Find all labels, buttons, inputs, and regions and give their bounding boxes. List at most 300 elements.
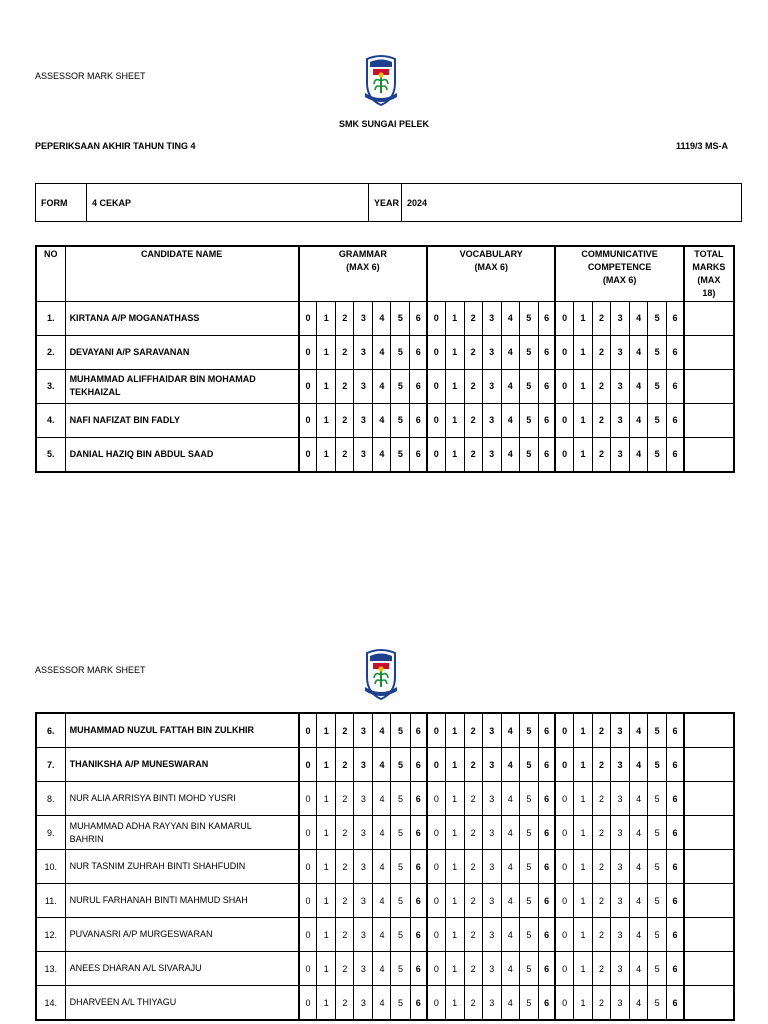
total-marks-cell[interactable] <box>684 816 734 850</box>
communicative-score-option[interactable]: 3 <box>611 918 630 952</box>
communicative-score-option[interactable]: 2 <box>593 369 611 403</box>
vocabulary-score-option[interactable]: 0 <box>427 748 445 782</box>
grammar-score-option[interactable]: 2 <box>336 713 354 748</box>
grammar-score-option[interactable]: 3 <box>354 335 373 369</box>
vocabulary-score-option[interactable]: 4 <box>501 850 519 884</box>
vocabulary-score-option[interactable]: 1 <box>445 369 464 403</box>
grammar-score-option[interactable]: 4 <box>373 986 391 1021</box>
vocabulary-score-option[interactable]: 2 <box>464 918 482 952</box>
grammar-score-option[interactable]: 6 <box>410 986 427 1021</box>
grammar-score-option[interactable]: 6 <box>410 850 427 884</box>
total-marks-cell[interactable] <box>684 986 734 1021</box>
communicative-score-option[interactable]: 4 <box>630 437 648 472</box>
vocabulary-score-option[interactable]: 4 <box>501 713 519 748</box>
grammar-score-option[interactable]: 5 <box>391 952 410 986</box>
vocabulary-score-option[interactable]: 1 <box>445 748 464 782</box>
vocabulary-score-option[interactable]: 2 <box>464 816 482 850</box>
communicative-score-option[interactable]: 3 <box>611 369 630 403</box>
communicative-score-option[interactable]: 6 <box>667 301 684 335</box>
vocabulary-score-option[interactable]: 3 <box>482 748 501 782</box>
communicative-score-option[interactable]: 0 <box>555 884 573 918</box>
vocabulary-score-option[interactable]: 0 <box>427 884 445 918</box>
vocabulary-score-option[interactable]: 1 <box>445 816 464 850</box>
vocabulary-score-option[interactable]: 0 <box>427 986 445 1021</box>
grammar-score-option[interactable]: 6 <box>410 335 427 369</box>
grammar-score-option[interactable]: 0 <box>299 301 317 335</box>
communicative-score-option[interactable]: 5 <box>648 335 667 369</box>
vocabulary-score-option[interactable]: 2 <box>464 335 482 369</box>
communicative-score-option[interactable]: 1 <box>573 713 592 748</box>
grammar-score-option[interactable]: 3 <box>354 952 373 986</box>
grammar-score-option[interactable]: 5 <box>391 713 410 748</box>
communicative-score-option[interactable]: 4 <box>630 850 648 884</box>
grammar-score-option[interactable]: 1 <box>317 301 336 335</box>
communicative-score-option[interactable]: 2 <box>592 713 610 748</box>
communicative-score-option[interactable]: 6 <box>667 335 684 369</box>
vocabulary-score-option[interactable]: 5 <box>519 437 538 472</box>
vocabulary-score-option[interactable]: 5 <box>519 713 538 748</box>
vocabulary-score-option[interactable]: 6 <box>538 748 555 782</box>
grammar-score-option[interactable]: 1 <box>317 369 336 403</box>
communicative-score-option[interactable]: 6 <box>667 403 684 437</box>
grammar-score-option[interactable]: 6 <box>410 884 427 918</box>
total-marks-cell[interactable] <box>684 918 734 952</box>
communicative-score-option[interactable]: 3 <box>611 748 630 782</box>
total-marks-cell[interactable] <box>684 403 734 437</box>
grammar-score-option[interactable]: 1 <box>317 403 336 437</box>
vocabulary-score-option[interactable]: 0 <box>427 335 445 369</box>
communicative-score-option[interactable]: 4 <box>630 301 648 335</box>
grammar-score-option[interactable]: 5 <box>391 986 410 1021</box>
communicative-score-option[interactable]: 4 <box>630 782 648 816</box>
vocabulary-score-option[interactable]: 6 <box>538 782 555 816</box>
vocabulary-score-option[interactable]: 6 <box>538 816 555 850</box>
vocabulary-score-option[interactable]: 3 <box>482 713 501 748</box>
vocabulary-score-option[interactable]: 1 <box>445 952 464 986</box>
grammar-score-option[interactable]: 6 <box>410 748 427 782</box>
vocabulary-score-option[interactable]: 5 <box>519 403 538 437</box>
communicative-score-option[interactable]: 1 <box>573 986 592 1021</box>
vocabulary-score-option[interactable]: 1 <box>445 713 464 748</box>
grammar-score-option[interactable]: 4 <box>373 369 391 403</box>
grammar-score-option[interactable]: 3 <box>354 437 373 472</box>
vocabulary-score-option[interactable]: 3 <box>482 952 501 986</box>
communicative-score-option[interactable]: 5 <box>648 782 667 816</box>
vocabulary-score-option[interactable]: 4 <box>501 918 519 952</box>
communicative-score-option[interactable]: 3 <box>611 986 630 1021</box>
vocabulary-score-option[interactable]: 1 <box>445 403 464 437</box>
vocabulary-score-option[interactable]: 0 <box>427 918 445 952</box>
total-marks-cell[interactable] <box>684 952 734 986</box>
vocabulary-score-option[interactable]: 2 <box>464 986 482 1021</box>
communicative-score-option[interactable]: 5 <box>648 816 667 850</box>
grammar-score-option[interactable]: 2 <box>336 986 354 1021</box>
communicative-score-option[interactable]: 0 <box>555 437 573 472</box>
grammar-score-option[interactable]: 1 <box>317 713 336 748</box>
vocabulary-score-option[interactable]: 6 <box>538 437 555 472</box>
vocabulary-score-option[interactable]: 4 <box>501 884 519 918</box>
grammar-score-option[interactable]: 4 <box>373 713 391 748</box>
vocabulary-score-option[interactable]: 5 <box>519 782 538 816</box>
vocabulary-score-option[interactable]: 6 <box>538 918 555 952</box>
communicative-score-option[interactable]: 3 <box>611 301 630 335</box>
communicative-score-option[interactable]: 2 <box>592 850 610 884</box>
communicative-score-option[interactable]: 1 <box>573 850 592 884</box>
grammar-score-option[interactable]: 2 <box>336 335 354 369</box>
grammar-score-option[interactable]: 0 <box>299 748 317 782</box>
communicative-score-option[interactable]: 1 <box>573 301 592 335</box>
total-marks-cell[interactable] <box>684 850 734 884</box>
total-marks-cell[interactable] <box>684 782 734 816</box>
communicative-score-option[interactable]: 3 <box>611 782 630 816</box>
vocabulary-score-option[interactable]: 3 <box>482 986 501 1021</box>
communicative-score-option[interactable]: 5 <box>648 301 667 335</box>
communicative-score-option[interactable]: 1 <box>573 782 592 816</box>
grammar-score-option[interactable]: 5 <box>391 437 410 472</box>
vocabulary-score-option[interactable]: 4 <box>501 986 519 1021</box>
grammar-score-option[interactable]: 4 <box>373 403 391 437</box>
grammar-score-option[interactable]: 5 <box>391 816 410 850</box>
vocabulary-score-option[interactable]: 1 <box>445 850 464 884</box>
communicative-score-option[interactable]: 0 <box>555 335 573 369</box>
communicative-score-option[interactable]: 4 <box>630 713 648 748</box>
communicative-score-option[interactable]: 1 <box>573 884 592 918</box>
grammar-score-option[interactable]: 1 <box>317 918 336 952</box>
vocabulary-score-option[interactable]: 3 <box>482 301 501 335</box>
vocabulary-score-option[interactable]: 0 <box>427 369 445 403</box>
communicative-score-option[interactable]: 3 <box>611 850 630 884</box>
vocabulary-score-option[interactable]: 3 <box>482 850 501 884</box>
communicative-score-option[interactable]: 5 <box>648 986 667 1021</box>
communicative-score-option[interactable]: 3 <box>611 884 630 918</box>
vocabulary-score-option[interactable]: 5 <box>519 986 538 1021</box>
communicative-score-option[interactable]: 0 <box>555 301 573 335</box>
grammar-score-option[interactable]: 5 <box>391 918 410 952</box>
grammar-score-option[interactable]: 0 <box>299 952 317 986</box>
communicative-score-option[interactable]: 1 <box>573 437 592 472</box>
vocabulary-score-option[interactable]: 6 <box>538 301 555 335</box>
communicative-score-option[interactable]: 1 <box>573 952 592 986</box>
vocabulary-score-option[interactable]: 2 <box>464 301 482 335</box>
vocabulary-score-option[interactable]: 5 <box>519 301 538 335</box>
grammar-score-option[interactable]: 3 <box>354 918 373 952</box>
grammar-score-option[interactable]: 4 <box>373 748 391 782</box>
communicative-score-option[interactable]: 1 <box>573 816 592 850</box>
vocabulary-score-option[interactable]: 1 <box>445 782 464 816</box>
communicative-score-option[interactable]: 1 <box>573 403 592 437</box>
communicative-score-option[interactable]: 3 <box>611 713 630 748</box>
grammar-score-option[interactable]: 6 <box>410 713 427 748</box>
vocabulary-score-option[interactable]: 3 <box>482 369 501 403</box>
vocabulary-score-option[interactable]: 5 <box>519 850 538 884</box>
communicative-score-option[interactable]: 6 <box>667 918 684 952</box>
communicative-score-option[interactable]: 2 <box>593 301 611 335</box>
grammar-score-option[interactable]: 0 <box>299 884 317 918</box>
grammar-score-option[interactable]: 0 <box>299 335 317 369</box>
grammar-score-option[interactable]: 3 <box>354 850 373 884</box>
communicative-score-option[interactable]: 3 <box>611 403 630 437</box>
vocabulary-score-option[interactable]: 2 <box>464 713 482 748</box>
vocabulary-score-option[interactable]: 0 <box>427 437 445 472</box>
communicative-score-option[interactable]: 3 <box>611 335 630 369</box>
grammar-score-option[interactable]: 0 <box>299 403 317 437</box>
vocabulary-score-option[interactable]: 5 <box>519 952 538 986</box>
communicative-score-option[interactable]: 5 <box>648 884 667 918</box>
grammar-score-option[interactable]: 4 <box>373 437 391 472</box>
vocabulary-score-option[interactable]: 6 <box>538 986 555 1021</box>
communicative-score-option[interactable]: 6 <box>667 952 684 986</box>
communicative-score-option[interactable]: 0 <box>555 816 573 850</box>
vocabulary-score-option[interactable]: 0 <box>427 850 445 884</box>
communicative-score-option[interactable]: 5 <box>648 918 667 952</box>
communicative-score-option[interactable]: 0 <box>555 918 573 952</box>
grammar-score-option[interactable]: 3 <box>354 369 373 403</box>
grammar-score-option[interactable]: 5 <box>391 301 410 335</box>
communicative-score-option[interactable]: 6 <box>667 816 684 850</box>
grammar-score-option[interactable]: 4 <box>373 782 391 816</box>
vocabulary-score-option[interactable]: 6 <box>538 713 555 748</box>
grammar-score-option[interactable]: 6 <box>410 782 427 816</box>
communicative-score-option[interactable]: 3 <box>611 816 630 850</box>
communicative-score-option[interactable]: 2 <box>592 748 610 782</box>
vocabulary-score-option[interactable]: 2 <box>464 884 482 918</box>
communicative-score-option[interactable]: 4 <box>630 986 648 1021</box>
communicative-score-option[interactable]: 4 <box>630 748 648 782</box>
grammar-score-option[interactable]: 3 <box>354 782 373 816</box>
grammar-score-option[interactable]: 1 <box>317 884 336 918</box>
vocabulary-score-option[interactable]: 1 <box>445 986 464 1021</box>
vocabulary-score-option[interactable]: 6 <box>538 850 555 884</box>
communicative-score-option[interactable]: 2 <box>592 918 610 952</box>
grammar-score-option[interactable]: 3 <box>354 748 373 782</box>
vocabulary-score-option[interactable]: 0 <box>427 782 445 816</box>
vocabulary-score-option[interactable]: 3 <box>482 816 501 850</box>
vocabulary-score-option[interactable]: 3 <box>482 437 501 472</box>
vocabulary-score-option[interactable]: 5 <box>519 884 538 918</box>
vocabulary-score-option[interactable]: 5 <box>519 369 538 403</box>
grammar-score-option[interactable]: 3 <box>354 301 373 335</box>
communicative-score-option[interactable]: 5 <box>648 403 667 437</box>
vocabulary-score-option[interactable]: 4 <box>501 403 519 437</box>
communicative-score-option[interactable]: 6 <box>667 850 684 884</box>
total-marks-cell[interactable] <box>684 369 734 403</box>
communicative-score-option[interactable]: 2 <box>592 782 610 816</box>
grammar-score-option[interactable]: 2 <box>336 748 354 782</box>
communicative-score-option[interactable]: 2 <box>592 952 610 986</box>
communicative-score-option[interactable]: 3 <box>611 437 630 472</box>
total-marks-cell[interactable] <box>684 748 734 782</box>
communicative-score-option[interactable]: 4 <box>630 918 648 952</box>
communicative-score-option[interactable]: 2 <box>592 884 610 918</box>
vocabulary-score-option[interactable]: 2 <box>464 782 482 816</box>
grammar-score-option[interactable]: 5 <box>391 403 410 437</box>
grammar-score-option[interactable]: 2 <box>336 403 354 437</box>
grammar-score-option[interactable]: 1 <box>317 850 336 884</box>
grammar-score-option[interactable]: 3 <box>354 884 373 918</box>
total-marks-cell[interactable] <box>684 437 734 472</box>
grammar-score-option[interactable]: 2 <box>336 816 354 850</box>
communicative-score-option[interactable]: 6 <box>667 713 684 748</box>
communicative-score-option[interactable]: 0 <box>555 403 573 437</box>
grammar-score-option[interactable]: 6 <box>410 918 427 952</box>
communicative-score-option[interactable]: 6 <box>667 884 684 918</box>
communicative-score-option[interactable]: 6 <box>667 986 684 1021</box>
grammar-score-option[interactable]: 5 <box>391 335 410 369</box>
communicative-score-option[interactable]: 4 <box>630 952 648 986</box>
communicative-score-option[interactable]: 1 <box>573 748 592 782</box>
communicative-score-option[interactable]: 6 <box>667 748 684 782</box>
vocabulary-score-option[interactable]: 1 <box>445 335 464 369</box>
communicative-score-option[interactable]: 1 <box>573 918 592 952</box>
communicative-score-option[interactable]: 1 <box>573 335 592 369</box>
grammar-score-option[interactable]: 5 <box>391 369 410 403</box>
grammar-score-option[interactable]: 1 <box>317 816 336 850</box>
vocabulary-score-option[interactable]: 4 <box>501 301 519 335</box>
communicative-score-option[interactable]: 4 <box>630 369 648 403</box>
grammar-score-option[interactable]: 2 <box>336 437 354 472</box>
vocabulary-score-option[interactable]: 4 <box>501 952 519 986</box>
grammar-score-option[interactable]: 4 <box>373 816 391 850</box>
grammar-score-option[interactable]: 2 <box>336 782 354 816</box>
total-marks-cell[interactable] <box>684 301 734 335</box>
communicative-score-option[interactable]: 5 <box>648 850 667 884</box>
vocabulary-score-option[interactable]: 0 <box>427 713 445 748</box>
communicative-score-option[interactable]: 4 <box>630 335 648 369</box>
vocabulary-score-option[interactable]: 1 <box>445 884 464 918</box>
grammar-score-option[interactable]: 4 <box>373 884 391 918</box>
grammar-score-option[interactable]: 6 <box>410 403 427 437</box>
communicative-score-option[interactable]: 5 <box>648 748 667 782</box>
communicative-score-option[interactable]: 5 <box>648 952 667 986</box>
grammar-score-option[interactable]: 6 <box>410 369 427 403</box>
communicative-score-option[interactable]: 0 <box>555 782 573 816</box>
communicative-score-option[interactable]: 6 <box>667 437 684 472</box>
communicative-score-option[interactable]: 0 <box>555 369 573 403</box>
grammar-score-option[interactable]: 0 <box>299 816 317 850</box>
grammar-score-option[interactable]: 5 <box>391 850 410 884</box>
vocabulary-score-option[interactable]: 2 <box>464 403 482 437</box>
grammar-score-option[interactable]: 3 <box>354 816 373 850</box>
grammar-score-option[interactable]: 2 <box>336 301 354 335</box>
grammar-score-option[interactable]: 1 <box>317 335 336 369</box>
vocabulary-score-option[interactable]: 5 <box>519 748 538 782</box>
grammar-score-option[interactable]: 1 <box>317 782 336 816</box>
grammar-score-option[interactable]: 0 <box>299 782 317 816</box>
vocabulary-score-option[interactable]: 6 <box>538 952 555 986</box>
vocabulary-score-option[interactable]: 0 <box>427 816 445 850</box>
communicative-score-option[interactable]: 5 <box>648 713 667 748</box>
grammar-score-option[interactable]: 5 <box>391 884 410 918</box>
grammar-score-option[interactable]: 0 <box>299 713 317 748</box>
grammar-score-option[interactable]: 1 <box>317 748 336 782</box>
communicative-score-option[interactable]: 5 <box>648 437 667 472</box>
communicative-score-option[interactable]: 0 <box>555 952 573 986</box>
vocabulary-score-option[interactable]: 3 <box>482 884 501 918</box>
grammar-score-option[interactable]: 6 <box>410 437 427 472</box>
vocabulary-score-option[interactable]: 6 <box>538 403 555 437</box>
grammar-score-option[interactable]: 0 <box>299 369 317 403</box>
total-marks-cell[interactable] <box>684 713 734 748</box>
grammar-score-option[interactable]: 5 <box>391 782 410 816</box>
communicative-score-option[interactable]: 2 <box>593 335 611 369</box>
total-marks-cell[interactable] <box>684 884 734 918</box>
communicative-score-option[interactable]: 2 <box>593 437 611 472</box>
vocabulary-score-option[interactable]: 1 <box>445 918 464 952</box>
communicative-score-option[interactable]: 4 <box>630 884 648 918</box>
vocabulary-score-option[interactable]: 3 <box>482 782 501 816</box>
vocabulary-score-option[interactable]: 6 <box>538 335 555 369</box>
communicative-score-option[interactable]: 0 <box>555 850 573 884</box>
grammar-score-option[interactable]: 3 <box>354 713 373 748</box>
vocabulary-score-option[interactable]: 5 <box>519 918 538 952</box>
communicative-score-option[interactable]: 2 <box>592 986 610 1021</box>
total-marks-cell[interactable] <box>684 335 734 369</box>
vocabulary-score-option[interactable]: 4 <box>501 335 519 369</box>
grammar-score-option[interactable]: 2 <box>336 952 354 986</box>
vocabulary-score-option[interactable]: 2 <box>464 437 482 472</box>
grammar-score-option[interactable]: 6 <box>410 816 427 850</box>
vocabulary-score-option[interactable]: 6 <box>538 369 555 403</box>
vocabulary-score-option[interactable]: 3 <box>482 918 501 952</box>
grammar-score-option[interactable]: 0 <box>299 986 317 1021</box>
grammar-score-option[interactable]: 0 <box>299 918 317 952</box>
communicative-score-option[interactable]: 6 <box>667 782 684 816</box>
grammar-score-option[interactable]: 4 <box>373 952 391 986</box>
grammar-score-option[interactable]: 4 <box>373 918 391 952</box>
communicative-score-option[interactable]: 3 <box>611 952 630 986</box>
communicative-score-option[interactable]: 4 <box>630 403 648 437</box>
grammar-score-option[interactable]: 4 <box>373 301 391 335</box>
communicative-score-option[interactable]: 6 <box>667 369 684 403</box>
communicative-score-option[interactable]: 0 <box>555 986 573 1021</box>
grammar-score-option[interactable]: 6 <box>410 952 427 986</box>
grammar-score-option[interactable]: 1 <box>317 437 336 472</box>
communicative-score-option[interactable]: 4 <box>630 816 648 850</box>
grammar-score-option[interactable]: 3 <box>354 403 373 437</box>
vocabulary-score-option[interactable]: 4 <box>501 369 519 403</box>
vocabulary-score-option[interactable]: 2 <box>464 748 482 782</box>
vocabulary-score-option[interactable]: 4 <box>501 437 519 472</box>
vocabulary-score-option[interactable]: 5 <box>519 816 538 850</box>
vocabulary-score-option[interactable]: 0 <box>427 403 445 437</box>
grammar-score-option[interactable]: 2 <box>336 369 354 403</box>
vocabulary-score-option[interactable]: 2 <box>464 850 482 884</box>
communicative-score-option[interactable]: 5 <box>648 369 667 403</box>
vocabulary-score-option[interactable]: 3 <box>482 403 501 437</box>
vocabulary-score-option[interactable]: 1 <box>445 301 464 335</box>
grammar-score-option[interactable]: 1 <box>317 952 336 986</box>
vocabulary-score-option[interactable]: 2 <box>464 369 482 403</box>
communicative-score-option[interactable]: 0 <box>555 748 573 782</box>
vocabulary-score-option[interactable]: 4 <box>501 782 519 816</box>
vocabulary-score-option[interactable]: 4 <box>501 816 519 850</box>
grammar-score-option[interactable]: 4 <box>373 850 391 884</box>
vocabulary-score-option[interactable]: 5 <box>519 335 538 369</box>
communicative-score-option[interactable]: 0 <box>555 713 573 748</box>
vocabulary-score-option[interactable]: 3 <box>482 335 501 369</box>
vocabulary-score-option[interactable]: 6 <box>538 884 555 918</box>
vocabulary-score-option[interactable]: 4 <box>501 748 519 782</box>
vocabulary-score-option[interactable]: 0 <box>427 952 445 986</box>
grammar-score-option[interactable]: 5 <box>391 748 410 782</box>
vocabulary-score-option[interactable]: 1 <box>445 437 464 472</box>
grammar-score-option[interactable]: 2 <box>336 850 354 884</box>
grammar-score-option[interactable]: 2 <box>336 884 354 918</box>
grammar-score-option[interactable]: 4 <box>373 335 391 369</box>
vocabulary-score-option[interactable]: 2 <box>464 952 482 986</box>
grammar-score-option[interactable]: 3 <box>354 986 373 1021</box>
communicative-score-option[interactable]: 2 <box>593 403 611 437</box>
